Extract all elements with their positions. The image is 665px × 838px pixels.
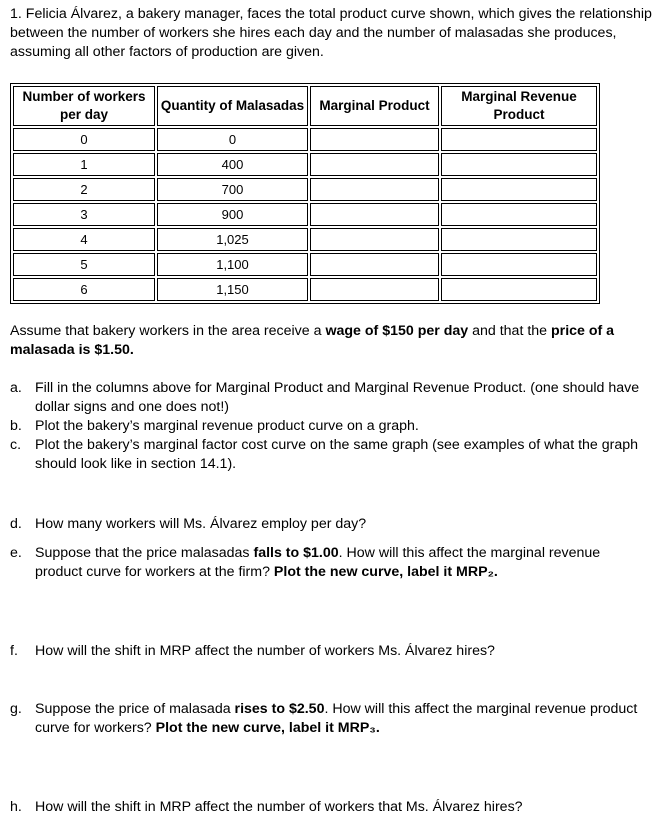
cell-quantity: 1,150 [157,278,308,301]
cell-quantity: 0 [157,128,308,151]
cell-workers: 1 [13,153,155,176]
cell-quantity: 1,100 [157,253,308,276]
question-text: Plot the bakery’s marginal revenue product curve on a graph. [35,418,419,434]
table-row [13,203,597,226]
question-label: d. [10,516,22,532]
question-label: a. [10,380,22,396]
table-row [13,278,597,301]
question-f [10,642,650,661]
cell-mrp[interactable] [441,203,597,226]
cell-workers: 4 [13,228,155,251]
header-marginal-revenue-product: Marginal Revenue Product [441,86,597,126]
question-text: . How will this affect the marginal revenue product curve for workers? [35,701,638,736]
table-row [13,253,597,276]
plot-instruction: Plot the new curve, label it MRP₂. [273,564,498,580]
cell-quantity: 700 [157,178,308,201]
cell-marginal-product[interactable] [310,178,439,201]
question-text: Suppose the price of malasada [35,701,235,717]
price-fall-emphasis: falls to $1.00 [253,545,339,561]
assumption-paragraph [10,322,650,360]
cell-mrp[interactable] [441,278,597,301]
cell-mrp[interactable] [441,253,597,276]
cell-mrp[interactable] [441,228,597,251]
header-quantity: Quantity of Malasadas [157,86,308,126]
question-e [10,544,650,582]
table-row [13,228,597,251]
cell-marginal-product[interactable] [310,278,439,301]
table-row [13,128,597,151]
question-list-e [10,544,650,582]
cell-workers: 6 [13,278,155,301]
question-label: f. [10,643,18,659]
wage-emphasis: wage of $150 per day [325,323,469,339]
question-text: How many workers will Ms. Álvarez employ per day? [35,516,367,532]
cell-workers: 2 [13,178,155,201]
question-a [10,379,650,417]
question-list-h [10,798,650,817]
cell-marginal-product[interactable] [310,253,439,276]
cell-marginal-product[interactable] [310,128,439,151]
table-row [13,178,597,201]
cell-quantity: 1,025 [157,228,308,251]
question-label: e. [10,545,22,561]
question-text: Fill in the columns above for Marginal Product and Marginal Revenue Product. (one should have dollar signs and one does not!) [35,380,640,415]
question-text: How will the shift in MRP affect the number of workers that Ms. Álvarez hires? [35,799,523,815]
cell-quantity: 900 [157,203,308,226]
question-list-abc [10,379,650,474]
plot-instruction: Plot the new curve, label it MRP₃. [155,720,380,736]
cell-mrp[interactable] [441,178,597,201]
price-rise-emphasis: rises to $2.50 [234,701,325,717]
cell-mrp[interactable] [441,128,597,151]
question-list-g [10,700,650,738]
question-label: h. [10,799,22,815]
cell-marginal-product[interactable] [310,153,439,176]
cell-quantity: 400 [157,153,308,176]
cell-workers: 5 [13,253,155,276]
header-workers: Number of workers per day [13,86,155,126]
table-header-row [13,86,597,126]
question-text: . How will this affect the marginal revenue product curve for workers at the firm? [35,545,601,580]
question-text: Plot the bakery’s marginal factor cost curve on the same graph (see examples of what the graph should look like in section 14.1). [35,437,639,472]
question-label: g. [10,701,22,717]
question-c [10,436,650,474]
assumption-text: Assume that bakery workers in the area receive a [10,323,326,339]
question-text: How will the shift in MRP affect the number of workers Ms. Álvarez hires? [35,643,495,659]
question-label: b. [10,418,22,434]
question-b [10,417,650,436]
question-list-d [10,515,650,534]
question-text: Suppose that the price malasadas [35,545,254,561]
question-list-f [10,642,650,661]
problem-intro: 1. Felicia Álvarez, a bakery manager, faces the total product curve shown, which gives the relationship between the number of workers she hires each day and the number of malasadas she produces, assuming all other factors of production are given. [10,6,652,60]
price-emphasis: price of a malasada is $1.50. [10,323,615,358]
assumption-text: and that the [468,323,551,339]
question-label: c. [10,437,22,453]
cell-marginal-product[interactable] [310,203,439,226]
question-g [10,700,650,738]
table-row [13,153,597,176]
cell-mrp[interactable] [441,153,597,176]
cell-workers: 0 [13,128,155,151]
cell-workers: 3 [13,203,155,226]
header-marginal-product: Marginal Product [310,86,439,126]
question-h [10,798,650,817]
question-d [10,515,650,534]
cell-marginal-product[interactable] [310,228,439,251]
production-table [10,83,600,304]
